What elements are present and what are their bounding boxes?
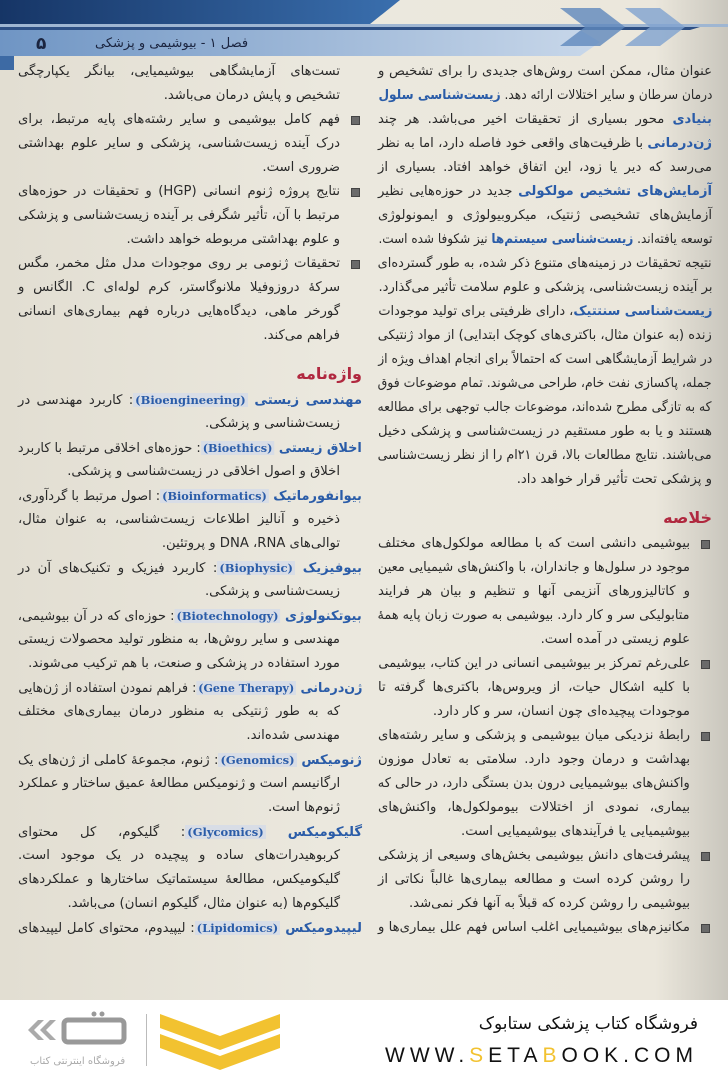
logo-subtitle: فروشگاه اینترنتی کتاب [30,1056,126,1067]
text-line [378,132,712,156]
english-term: (Biophysic) [219,561,293,575]
highlighted-term: اخلاق زیستی [274,441,362,456]
setabook-logo-icon [24,1010,139,1050]
text-line [18,892,362,916]
text-segment: پیشرفت‌های دانش بیوشیمی بخش‌های وسیعی از پزشکی [378,848,690,863]
text-segment: و کاتالیزورهای آنزیمی آنها و تنظیم و بیان هر فرایند [378,584,690,599]
url-part: S [469,1044,489,1067]
line-content [18,393,362,408]
text-segment: خلاصه [663,508,712,527]
text-line [18,348,362,356]
line-content [164,88,340,103]
text-segment: تشخیص و پایش درمان می‌باشد. [163,88,340,103]
bullet-square-icon [351,188,360,197]
line-content [18,753,362,768]
text-segment: ضروری است. [262,160,340,175]
text-line [18,652,362,676]
text-segment: زیست‌شناسی و پزشکی. [204,416,340,431]
highlighted-term: زیست‌شناسی سنتتیک [572,304,712,319]
text-line [18,84,362,108]
text-segment: علی‌رغم تمرکز بر بیوشیمی انسانی در این کتاب، بیوشیمی [377,656,690,671]
text-line [378,324,712,348]
text-line [18,508,362,532]
text-line [378,228,712,252]
text-segment: محور بسیاری از تحقیقات اخیر می‌باشد. هر چند [378,112,673,127]
line-content [18,676,362,701]
text-line [18,388,362,412]
line-content [378,652,690,676]
highlighted-term: آزمایش‌های تشخیص مولکولی [518,184,712,199]
text-line [378,556,712,580]
line-content [378,396,712,420]
text-line [378,748,712,772]
text-line [18,484,362,508]
text-segment: آزمایش‌های تشخیصی ژنتیک، میکروبیولوژی و ایمونولوژی [378,208,712,223]
english-term: (Bioengineering) [135,393,246,407]
bullet-square-icon [701,732,710,741]
text-line [18,604,362,628]
bullet-square-icon [701,540,710,549]
text-segment: مورد استفاده در پزشکی و صنعت، با هم ترکیب می‌شوند. [28,656,340,671]
section-heading [378,500,712,532]
line-content [263,328,340,343]
english-term: (Glycomics) [187,825,264,839]
line-content [18,772,340,796]
text-segment: هستند و یا به طور مستقیم در زیست‌شناسی و پزشکی دخیل [378,424,712,439]
line-content [461,824,690,839]
text-segment: نیز شکوفا شده است. [377,232,491,247]
section-heading [18,356,362,388]
line-content [378,424,712,439]
text-segment: جدید در حوزه‌هایی نظیر [378,184,519,199]
text-segment: ، دارای ظرفیتی برای تولید موجودات [378,304,573,319]
text-line [18,460,362,484]
line-content [378,276,712,300]
text-line [378,252,712,276]
text-line [18,300,362,324]
text-segment: که به طور ژنتیکی به منظور درمان بیماری‌های مختلف [18,704,340,719]
line-content [517,472,712,487]
left-column [18,60,362,940]
text-line [378,156,712,180]
text-segment: زنده (به عنوان مثال، باکتری‌های کوچک ابتدایی) از مواد ژنتیکی [378,328,712,343]
line-content [378,112,712,127]
line-content [205,416,340,431]
line-content [378,136,712,151]
text-segment: با ظرفیت‌های واقعی خود فاصله دارد، اما به نظر [378,136,648,151]
line-content [663,508,712,527]
chapter-title: فصل ۱ - بیوشیمی و پزشکی [95,36,249,51]
bullet-square-icon [701,852,710,861]
text-line [378,796,712,820]
line-content [378,848,690,863]
english-term: (Bioinformatics) [162,489,267,503]
text-line [18,556,362,580]
text-line [378,276,712,300]
line-content [246,728,340,743]
store-url[interactable] [385,1044,698,1068]
text-segment: تحقیقات ژنومی بر روی موجودات مدل مثل مخمر، مگس [18,256,340,271]
text-segment: بر آینده زیست‌شناسی، پزشکی و علوم سلامت تأثیر می‌گذارد. [378,280,712,295]
text-segment: عنوان مثال، ممکن است روش‌های جدیدی را برای تشخیص و [378,64,712,79]
text-line [378,676,712,700]
text-segment: : اصول مرتبط با گردآوری، [17,489,161,504]
text-segment: و علوم بهداشتی مربوطه خواهد داشت. [126,232,340,247]
text-line [378,396,712,420]
text-segment: : ژنوم، مجموعهٔ کاملی از ژن‌های یک [18,753,219,768]
line-content [18,184,340,199]
highlighted-term: بیوانفورماتیک [268,489,362,504]
text-segment: جمله، پاکسازی نفت خام، طراحی می‌شوند. تمام موضوعات فوق [378,376,712,391]
line-content [378,556,690,580]
text-segment: متابولیکی سر و کار دارد. بیوشیمی به صورت زبان پایه همهٔ [377,608,690,623]
text-line [18,204,362,228]
text-segment: : گلیکوم، کل محتوای [18,825,186,840]
text-segment: توسعه یافته‌اند. [632,232,712,247]
text-segment: گلیکومیکس، مطالعهٔ سیستماتیک ساختارها و عملکردهای [18,872,340,887]
line-content [18,280,340,295]
text-line [18,324,362,348]
line-content [126,232,340,247]
text-segment: با کلیه اشکال حیات، از ویروس‌ها، باکتری‌ها گرفته تا [378,680,690,695]
line-content [268,800,340,815]
text-line [18,532,362,556]
text-segment: بیوشیمی دانشی است که با مطالعه مولکول‌های مختلف [378,536,690,551]
bullet-square-icon [701,924,710,933]
highlighted-term: بیوتکنولوژی [280,609,362,624]
line-content [541,632,690,647]
text-line [18,132,362,156]
line-content [18,512,340,527]
text-line [18,868,362,892]
text-line [18,700,362,724]
bullet-square-icon [351,116,360,125]
highlighted-term: بنیادی [672,112,712,127]
text-line [378,420,712,444]
text-segment: می‌باشند. نتایج مطالعات بالا، قرن ۲۱ام را از نظر زیست‌شناسی [377,448,712,463]
highlighted-term: لیپیدومیکس [280,921,362,936]
text-segment: بیماری، نمودی از اختلالات بیومولکول‌ها، واکنش‌های [378,800,690,815]
text-segment: سرکهٔ دروزوفیلا ملانوگاستر، کرم لوله‌ای C. الگانس و [18,280,340,295]
line-content [18,561,362,576]
bullet-item-line [18,180,362,204]
url-part: WWW. [385,1044,470,1067]
url-part: B [542,1044,562,1067]
line-content [378,84,712,108]
line-content [378,872,690,887]
line-content [378,920,690,935]
text-line [378,628,712,652]
line-content [18,632,340,647]
text-segment: فراهم می‌کند. [263,328,340,343]
text-line [378,204,712,228]
highlighted-term: زیست‌شناسی سلول [378,88,501,103]
line-content [18,112,340,127]
text-line [18,436,362,460]
text-segment: مکانیزم‌های بیوشیمیایی اغلب اساس فهم علل بیماری‌ها و [378,920,690,935]
text-line [378,300,712,324]
text-line [18,676,362,700]
line-content [378,64,712,79]
highlighted-term: مهندسی زیستی [247,393,362,408]
text-line [378,108,712,132]
text-line [18,844,362,868]
line-content [18,604,362,629]
text-segment: نتیجه تحقیقات در زمینه‌های متنوع ذکر شده، به طور گسترده‌ای [378,256,712,271]
chevron-logo-icon [160,1014,280,1070]
text-line [378,60,712,84]
text-line [378,372,712,396]
text-line [378,580,712,604]
highlighted-term: گلیکومیکس [265,825,363,840]
text-line [18,580,362,604]
text-segment: نتایج پروژه ژنوم انسانی (HGP) و تحقیقات در حوزه‌های [18,184,340,199]
english-term: (Bioethics) [202,441,273,455]
text-line [378,444,712,468]
text-segment: می‌رسد که دیر یا زود، این اتفاق خواهد افتاد. بسیاری از [378,160,712,175]
text-line [378,868,712,892]
text-line [378,348,712,372]
text-line [18,628,362,652]
text-segment: رابطهٔ نزدیکی میان بیوشیمی و پزشکی و سایر رشته‌های [378,728,690,743]
line-content [378,536,690,551]
text-segment: : لیپیدوم، محتوای کامل لیپیدهای [18,921,195,936]
line-content [378,300,712,324]
text-line [18,820,362,844]
text-segment: کربوهیدرات‌های ساده و پیچیده در یک موجود است. [18,848,340,863]
text-segment: ارگانیسم است و ژنومیکس مطالعهٔ عمیق ساختار و عملکرد [18,776,340,791]
text-segment: که به تازگی مطرح شده‌اند، موضوعات جالب توجهی برای مطالعه [378,400,712,415]
text-segment: در شرایط آزمایشگاهی است که احتمالاً برای انجام اهداف ویژه از [377,352,712,367]
line-content [18,484,362,509]
logo-divider [146,1014,147,1066]
line-content [18,704,340,719]
line-content [378,772,690,796]
text-line [378,84,712,108]
bullet-item-line [18,108,362,132]
text-line [18,724,362,748]
line-content [18,921,362,936]
text-segment: واژه‌نامه [296,364,362,383]
text-segment: و پزشکی تحت تأثیر قرار خواهد داد. [516,472,712,487]
text-segment: بیوشیمیایی یا فرآیندهای بیوشیمیایی است. [461,824,690,839]
text-line [18,772,362,796]
text-segment: : فراهم نمودن استفاده از ژن‌هایی [17,681,196,696]
text-line [18,412,362,436]
text-line [378,492,712,500]
line-content [433,704,690,719]
line-content [378,252,712,276]
line-content [378,800,690,815]
text-segment: فهم کامل بیوشیمی و سایر رشته‌های پایه مرتبط، برای [18,112,340,127]
text-line [378,772,712,796]
text-line [378,892,712,916]
text-segment: اخلاق و اصول اخلاقی در زیست‌شناسی و پزشکی. [67,464,340,479]
line-content [67,896,340,911]
right-column [378,60,712,940]
bullet-square-icon [701,660,710,669]
text-segment: : کاربرد مهندسی در [18,393,134,408]
line-content [18,304,340,319]
text-segment: درمان سرطان و سایر اختلالات ارائه دهد. [500,88,712,103]
text-segment: مهندسی شده‌اند. [246,728,340,743]
line-content [378,604,690,628]
line-content [18,872,340,887]
text-segment: درک آینده زیست‌شناسی، پزشکی و سایر علوم بهداشتی [18,136,340,151]
text-line [18,796,362,820]
text-segment: : حوزه‌های اخلاقی مرتبط با کاربرد [17,441,201,456]
text-line [18,916,362,940]
english-term: (Gene Therapy) [197,681,294,695]
text-segment: زیست‌شناسی و پزشکی. [204,584,340,599]
text-segment: بهداشت و درمان وجود دارد. سلامتی به تعادل موزون [378,752,690,767]
line-content [205,584,340,599]
highlighted-term: ژنومیکس [296,753,363,768]
bullet-item-line [18,252,362,276]
line-content [296,364,362,383]
line-content [378,208,712,223]
bullet-item-line [378,844,712,868]
line-content [409,896,690,911]
line-content [18,208,340,223]
highlighted-term: ژن‌درمانی [647,136,712,151]
page-number: ۵ [36,34,47,54]
text-line [378,468,712,492]
bullet-item-line [378,724,712,748]
english-term: (Lipidomics) [196,921,279,935]
line-content [378,752,690,767]
url-part: ETA [488,1044,543,1067]
text-segment: : کاربرد فیزیک و تکنیک‌های آن در [18,561,218,576]
line-content [378,372,712,396]
line-content [18,848,340,863]
watermark-banner [0,1000,728,1080]
text-segment: بیوشیمی را روشن کرده که قبلاً به آنها فکر نمی‌شد. [408,896,690,911]
text-line [18,748,362,772]
line-content [18,136,340,151]
text-segment: تست‌های آزمایشگاهی بیوشیمیایی، بیانگر یکپارچگی [18,64,340,79]
line-content [18,825,362,840]
line-content [262,160,340,175]
highlighted-term: بیوفیزیک [294,561,362,576]
text-line [378,604,712,628]
text-segment: را روشن کرده است و مطالعه بیماری‌ها غالباً نکاتی از [378,872,690,887]
line-content [378,444,712,468]
line-content [162,536,340,551]
text-segment: موجودات پیچیده‌ای چون انسان، سر و کار دارد. [432,704,690,719]
text-segment: مهندسی و سایر روش‌ها، به منظور تولید محصولات زیستی [18,632,340,647]
line-content [378,184,712,199]
text-segment: موجود در سلول‌ها و جانداران، با واکنش‌های شیمیایی معین [377,560,690,575]
line-content [18,436,362,461]
text-segment: علوم زیستی در آمده است. [540,632,690,647]
text-segment: : حوزه‌ای که در آن بیوشیمی، [18,609,175,624]
text-line [18,156,362,180]
line-content [18,64,340,79]
english-term: (Biotechnology) [176,609,279,623]
url-part: OOK.COM [561,1044,698,1067]
text-line [18,228,362,252]
line-content [18,256,340,271]
text-line [378,180,712,204]
highlighted-term: ژن‌درمانی [295,681,362,696]
text-segment: مرتبط با آن، تأثیر شگرفی بر آینده زیست‌شناسی و پزشکی [18,208,340,223]
bullet-item-line [378,652,712,676]
text-segment: ذخیره و آنالیز اطلاعات زیست‌شناسی، به عنوان مثال، [18,512,340,527]
text-line [18,60,362,84]
bullet-item-line [378,916,712,940]
line-content [378,160,712,175]
text-segment: واکنش‌های بیوشیمیایی درون بدن بستگی دارد، در حالی که [378,776,690,791]
line-content [67,464,340,479]
line-content [378,584,690,599]
store-name: فروشگاه کتاب پزشکی ستابوک [478,1014,698,1034]
line-content [378,228,712,252]
highlighted-term: زیست‌شناسی سیستم‌ها [490,232,633,247]
bullet-square-icon [351,260,360,269]
bullet-item-line [378,532,712,556]
text-line [378,700,712,724]
english-term: (Genomics) [220,753,295,767]
text-line [378,820,712,844]
line-content [28,656,340,671]
text-segment: توالی‌های DNA ،RNA و پروتئین. [161,536,340,551]
text-segment: گورخر ماهی، دیدگاه‌هایی درباره فهم بیماری‌های انسانی [18,304,340,319]
text-segment: گلیکوم‌ها (به عنوان مثال، گلیکوم انسان) می‌باشد. [67,896,340,911]
line-content [378,728,690,743]
text-line [18,276,362,300]
line-content [378,680,690,695]
line-content [378,348,712,372]
line-content [378,324,712,348]
text-segment: ژنوم‌ها است. [267,800,340,815]
